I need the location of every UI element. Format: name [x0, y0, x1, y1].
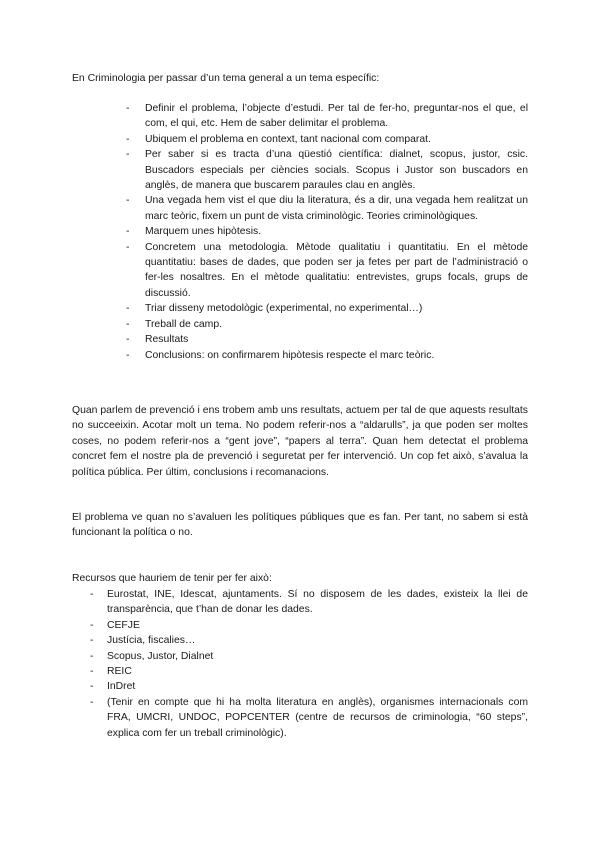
resources-intro: Recursos que hauriem de tenir per fer això:: [72, 573, 272, 584]
list-item-text: Per saber si es tracta d’una qüestió científica: dialnet, scopus, justor, csic. Buscadors especials per ciències socials. Scopus i Justor son buscadors en anglès, de manera que buscarem paraules clau en anglès.: [145, 149, 528, 192]
intro-line: En Criminologia per passar d’un tema general a un tema específic:: [72, 73, 380, 84]
list-item: [90, 618, 528, 633]
list-item: [90, 587, 528, 618]
list-item-text: REIC: [107, 666, 132, 678]
bullet-dash: -: [126, 303, 130, 315]
list-item-text: Conclusions: on confirmarem hipòtesis respecte el marc teòric.: [145, 349, 435, 361]
list-item: [126, 317, 528, 332]
list-item: [126, 301, 528, 316]
list-item-text: InDret: [107, 681, 136, 693]
bullet-dash: -: [126, 149, 130, 161]
bullet-dash: -: [90, 650, 94, 662]
bullet-dash: -: [126, 133, 130, 145]
list-item: [126, 147, 528, 193]
bullet-dash: -: [90, 589, 94, 600]
list-item-text: Treball de camp.: [145, 318, 223, 330]
list-item: [90, 695, 528, 741]
bullet-dash: -: [126, 226, 130, 238]
list-item: [126, 332, 528, 347]
list-item-text: Triar disseny metodològic (experimental, no experimental…): [145, 303, 423, 315]
bullet-dash: -: [90, 666, 94, 678]
list-item: [90, 649, 528, 664]
bullet-dash: -: [90, 635, 94, 647]
bullet-dash: -: [126, 334, 130, 346]
bullet-dash: -: [126, 318, 130, 330]
list-item-text: (Tenir en compte que hi ha molta literatura en anglès), organismes internacionals com FRA, UMCRI, UNDOC, POPCENTER (centre de recursos de criminologia, “60 steps”, explica com fer un treball criminològic).: [107, 696, 528, 739]
list-item: [90, 664, 528, 679]
bullet-dash: -: [90, 681, 94, 693]
list-item: [90, 679, 528, 694]
list-item: [126, 132, 528, 147]
list-item-text: CEFJE: [107, 619, 140, 631]
problem-paragraph: El problema ve quan no s’avaluen les polítiques públiques que es fan. Per tant, no sabem si està funcionant la política o no.: [72, 512, 528, 539]
list-item: [126, 224, 528, 239]
bullet-dash: -: [90, 619, 94, 631]
bullet-dash: -: [90, 696, 94, 708]
bullet-dash: -: [126, 103, 130, 114]
list-item-text: Ubiquem el problema en context, tant nacional com comparat.: [145, 133, 431, 145]
list-item-text: Resultats: [145, 334, 189, 346]
resources-list: [90, 587, 528, 741]
bullet-dash: -: [126, 195, 130, 207]
list-item: [90, 633, 528, 648]
bullet-dash: -: [126, 349, 130, 361]
list-item-text: Scopus, Justor, Dialnet: [107, 650, 214, 662]
list-item: [126, 101, 528, 132]
prevention-paragraph: Quan parlem de prevenció i ens trobem amb uns resultats, actuem per tal de que aquests resultats no succeeixin. Acotar molt un tema. No podem referir-nos a “aldarulls”, ja que poden ser moltes coses, no podem referir-nos a “gent jove”, “papers al terra”. Quan hem detectat el problema concret fem el nostre pla de prevenció i seguretat per fer intervenció. Un cop fet això, s’avalua la política pública. Per últim, conclusions i recomanacions.: [72, 405, 528, 478]
list-item-text: Justícia, fiscalies…: [107, 635, 196, 647]
steps-list: [126, 101, 528, 363]
list-item: [126, 240, 528, 302]
list-item-text: Eurostat, INE, Idescat, ajuntaments. Sí no disposem de les dades, existeix la llei de transparència, que t’han de donar les dades.: [107, 589, 528, 616]
list-item-text: Marquem unes hipòtesis.: [145, 226, 262, 238]
list-item: [126, 193, 528, 224]
list-item: [126, 348, 528, 363]
bullet-dash: -: [126, 241, 130, 253]
list-item-text: Una vegada hem vist el que diu la literatura, és a dir, una vegada hem realitzat un marc teòric, fixem un punt de vista criminològic. Teories criminològiques.: [145, 195, 528, 222]
list-item-text: Concretem una metodologia. Mètode qualitatiu i quantitatiu. En el mètode quantitatiu: bases de dades, que poden ser ja fetes per part de l’administració o fer-les nosaltres. En el mètode qualitatiu: entrevistes, grups focals, grups de discussió.: [145, 241, 528, 299]
list-item-text: Definir el problema, l’objecte d’estudi. Per tal de fer-ho, preguntar-nos el que, el com, el qui, etc. Hem de saber delimitar el problema.: [145, 103, 528, 130]
